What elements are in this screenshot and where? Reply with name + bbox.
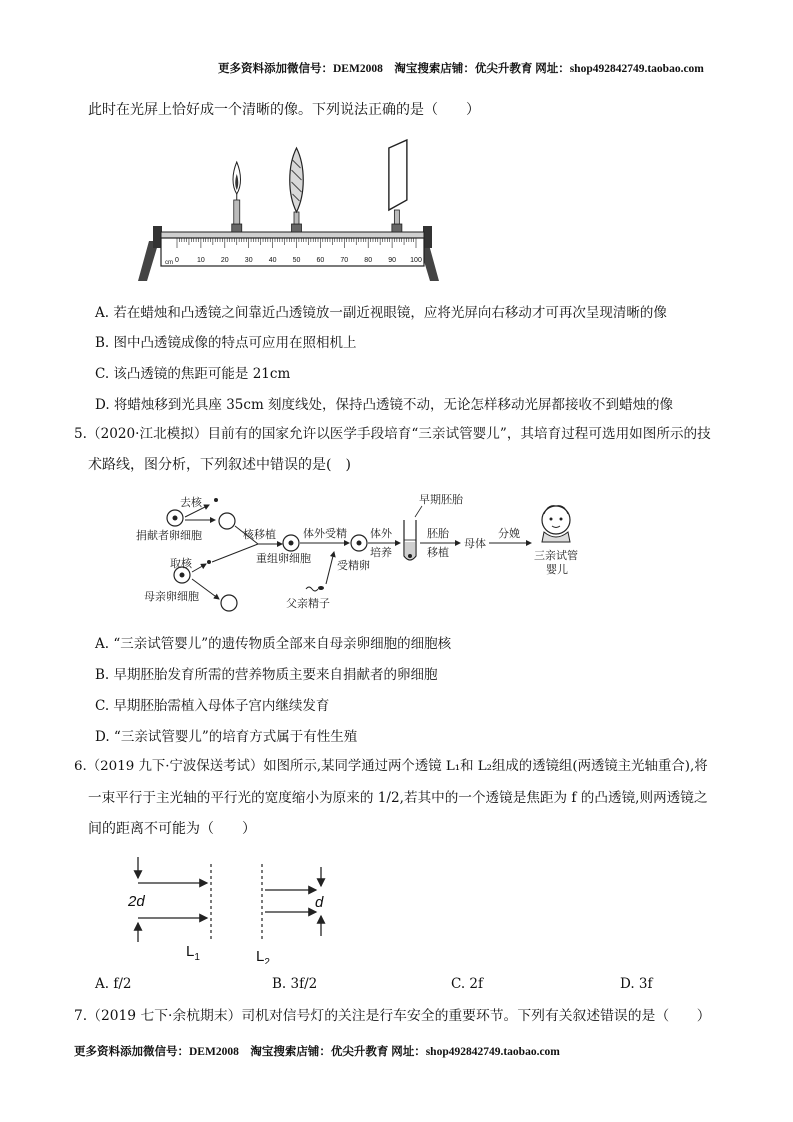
bench-rail <box>161 232 424 238</box>
label-take-nucleus: 取核 <box>170 558 192 570</box>
three-parent-ivf-diagram <box>128 492 598 614</box>
scale-label: 100 <box>410 257 422 264</box>
optical-bench-figure <box>135 138 440 283</box>
label-ivf: 体外受精 <box>303 528 347 540</box>
question-4-stem: 此时在光屏上恰好成一个清晰的像。下列说法正确的是（ ） <box>88 102 480 118</box>
label-fertilized-egg: 受精卵 <box>337 560 370 572</box>
scale-label: 40 <box>268 257 277 264</box>
label-in-vitro: 体外 <box>370 528 392 540</box>
label-remove-nucleus: 去核 <box>180 497 202 509</box>
scale-label: 0 <box>175 257 179 264</box>
candle <box>232 162 242 232</box>
mother-egg-remnant <box>221 595 237 611</box>
q5-option-a[interactable]: A. “三亲试管婴儿”的遗传物质全部来自母亲卵细胞的细胞核 <box>95 636 452 652</box>
label-early-embryo: 早期胚胎 <box>419 494 463 506</box>
light-screen <box>389 140 407 232</box>
convex-lens <box>290 148 304 232</box>
question-5-stem-line1: 5.（2020·江北模拟）目前有的国家允许以医学手段培育“三亲试管婴儿”，其培育过程可选用如图所示的技 <box>74 426 711 442</box>
q5-option-c[interactable]: C. 早期胚胎需植入母体子宫内继续发育 <box>95 698 330 714</box>
label-baby-line2: 婴儿 <box>546 564 568 576</box>
question-7-stem: 7.（2019 七下·余杭期末）司机对信号灯的关注是行车安全的重要环节。下列有关叙述错误的是（ ） <box>74 1008 711 1024</box>
scale-label: 50 <box>292 257 301 264</box>
label-d: d <box>315 894 324 911</box>
scale-label: 20 <box>220 257 229 264</box>
q6-option-b[interactable]: B. 3f/2 <box>272 976 318 992</box>
label-culture: 培养 <box>370 547 392 559</box>
label-recombined-egg: 重组卵细胞 <box>256 553 311 565</box>
scale-label: 80 <box>364 257 373 264</box>
scale-label: 30 <box>244 257 253 264</box>
label-delivery: 分娩 <box>498 528 520 540</box>
label-L1: $L_1$ <box>186 943 200 963</box>
q4-option-b[interactable]: B. 图中凸透镜成像的特点可应用在照相机上 <box>95 335 357 351</box>
lens-group-figure <box>120 852 340 964</box>
label-mother-body: 母体 <box>464 538 486 550</box>
label-nuclear-transfer: 核移植 <box>243 529 276 541</box>
page-header: 更多资料添加微信号：DEM2008 淘宝搜索店铺：优尖升教育 网址：shop492842749.taobao.com <box>218 63 704 75</box>
question-6-stem-line1: 6.（2019 九下·宁波保送考试）如图所示,某同学通过两个透镜 L₁和 L₂组成的透镜组(两透镜主光轴重合),将 <box>74 759 708 774</box>
label-mother-egg: 母亲卵细胞 <box>144 591 199 603</box>
scale-label: 10 <box>197 257 205 264</box>
enucleated-egg <box>219 513 235 529</box>
label-father-sperm: 父亲精子 <box>286 598 330 610</box>
question-6-stem-line3: 间的距离不可能为（ ） <box>88 821 256 837</box>
q4-option-a[interactable]: A. 若在蜡烛和凸透镜之间靠近凸透镜放一副近视眼镜，应将光屏向右移动才可再次呈现清晰的像 <box>95 305 667 321</box>
label-L2: $L_2$ <box>256 948 270 964</box>
label-transfer: 移植 <box>427 547 449 559</box>
q5-option-b[interactable]: B. 早期胚胎发育所需的营养物质主要来自捐献者的卵细胞 <box>95 667 438 683</box>
q6-option-d[interactable]: D. 3f <box>620 976 653 992</box>
label-2d: 2d <box>128 893 145 910</box>
baby-icon <box>542 506 570 542</box>
question-5-stem-line2: 术路线，图分析，下列叙述中错误的是( ) <box>88 457 351 473</box>
q6-option-c[interactable]: C. 2f <box>451 976 484 992</box>
q6-option-a[interactable]: A. f/2 <box>95 976 132 992</box>
q5-option-d[interactable]: D. “三亲试管婴儿”的培育方式属于有性生殖 <box>95 729 358 745</box>
scale-unit: cm <box>165 260 173 266</box>
scale-label: 60 <box>316 257 325 264</box>
q4-option-c[interactable]: C. 该凸透镜的焦距可能是 21cm <box>95 366 291 382</box>
question-6-stem-line2: 一束平行于主光轴的平行光的宽度缩小为原来的 1/2,若其中的一个透镜是焦距为 f 的凸透镜,则两透镜之 <box>88 790 708 806</box>
label-baby-line1: 三亲试管 <box>534 550 578 562</box>
q4-option-d[interactable]: D. 将蜡烛移到光具座 35cm 刻度线处，保持凸透镜不动，无论怎样移动光屏都接收不到蜡烛的像 <box>95 397 674 413</box>
label-embryo: 胚胎 <box>427 528 449 540</box>
label-donor-egg: 捐献者卵细胞 <box>136 530 202 542</box>
page-footer: 更多资料添加微信号：DEM2008 淘宝搜索店铺：优尖升教育 网址：shop492842749.taobao.com <box>74 1046 560 1058</box>
scale-label: 90 <box>388 257 396 264</box>
scale-label: 70 <box>340 257 349 264</box>
